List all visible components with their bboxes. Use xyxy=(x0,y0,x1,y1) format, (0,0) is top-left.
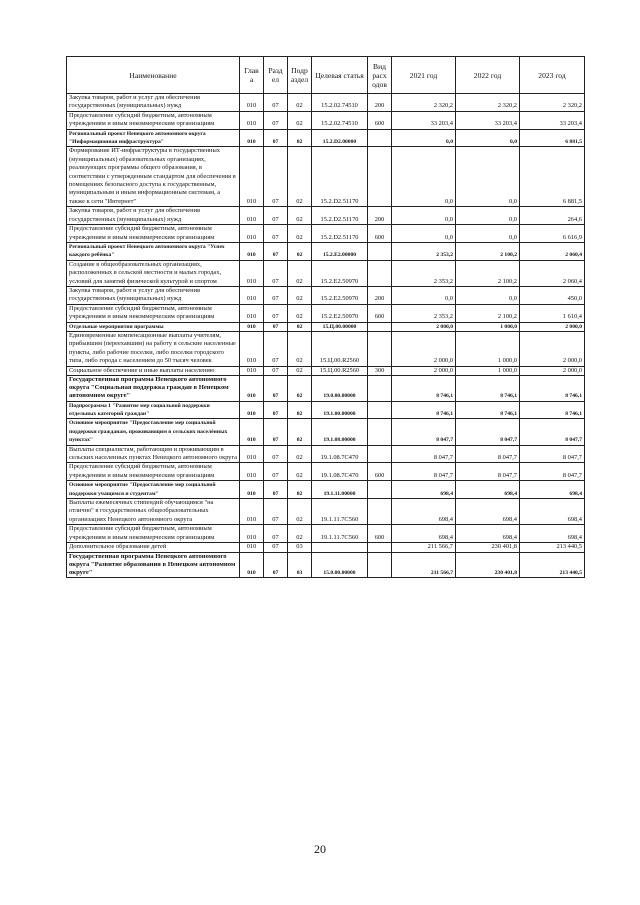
cell-podrazdel: 02 xyxy=(288,147,312,207)
cell-2022: 2 100,2 xyxy=(456,242,520,260)
cell-2023: 2 320,2 xyxy=(520,94,585,112)
cell-vid xyxy=(368,543,392,552)
cell-2022: 0,0 xyxy=(456,147,520,207)
cell-name: Региональный проект Ненецкого автономного округа "Успех каждого ребёнка" xyxy=(67,242,240,260)
cell-2022: 1 000,0 xyxy=(456,322,520,331)
cell-vid: 600 xyxy=(368,111,392,129)
cell-razdel: 07 xyxy=(264,94,288,112)
cell-podrazdel: 02 xyxy=(288,445,312,463)
cell-razdel: 07 xyxy=(264,286,288,304)
cell-vid: 300 xyxy=(368,366,392,375)
cell-vid xyxy=(368,552,392,578)
cell-2022: 1 000,0 xyxy=(456,366,520,375)
cell-podrazdel: 02 xyxy=(288,481,312,499)
cell-podrazdel: 02 xyxy=(288,331,312,366)
cell-2022: 2 100,2 xyxy=(456,260,520,286)
cell-vid: 200 xyxy=(368,94,392,112)
cell-target: 15.Ц.00.00000 xyxy=(312,322,368,331)
cell-name: Выплаты специалистам, работающим и проживающим в сельских населенных пунктах Ненецкого автономного округа xyxy=(67,445,240,463)
cell-2023: 8 047,7 xyxy=(520,463,585,481)
cell-vid: 600 xyxy=(368,525,392,543)
cell-2023: 8 746,1 xyxy=(520,376,585,402)
cell-razdel: 07 xyxy=(264,525,288,543)
cell-vid xyxy=(368,242,392,260)
cell-vid: 600 xyxy=(368,225,392,243)
table-header xyxy=(67,57,585,94)
header-razdel: Разд ел xyxy=(264,57,288,94)
cell-razdel: 07 xyxy=(264,463,288,481)
cell-glava: 010 xyxy=(240,225,264,243)
cell-razdel: 07 xyxy=(264,304,288,322)
cell-2021: 8 047,7 xyxy=(392,445,456,463)
cell-glava: 010 xyxy=(240,331,264,366)
cell-name: Предоставление субсидий бюджетным, автономным учреждениям и иным некоммерческим организациям xyxy=(67,304,240,322)
cell-glava: 010 xyxy=(240,111,264,129)
cell-2021: 0,0 xyxy=(392,286,456,304)
cell-2023: 6 881,5 xyxy=(520,129,585,147)
cell-razdel: 07 xyxy=(264,481,288,499)
cell-vid xyxy=(368,481,392,499)
cell-2021: 0,0 xyxy=(392,147,456,207)
cell-2023: 2 060,4 xyxy=(520,242,585,260)
cell-glava: 010 xyxy=(240,242,264,260)
cell-2021: 698,4 xyxy=(392,525,456,543)
cell-2021: 211 566,7 xyxy=(392,543,456,552)
cell-name: Закупка товаров, работ и услуг для обеспечения государственных (муниципальных) нужд xyxy=(67,286,240,304)
cell-2021: 698,4 xyxy=(392,499,456,525)
cell-2022: 230 401,8 xyxy=(456,543,520,552)
cell-target: 19.1.08.00000 xyxy=(312,419,368,445)
cell-vid xyxy=(368,129,392,147)
cell-name: Выплаты ежемесячных стипендий обучающимся "на отлично" в государственных общеобразовательных организациях Ненецкого автономного округа xyxy=(67,499,240,525)
cell-vid: 200 xyxy=(368,286,392,304)
cell-target: 19.1.11.00000 xyxy=(312,481,368,499)
cell-glava: 010 xyxy=(240,322,264,331)
table-row xyxy=(67,481,585,499)
cell-vid: 600 xyxy=(368,304,392,322)
header-2021: 2021 год xyxy=(392,57,456,94)
cell-2022: 0,0 xyxy=(456,129,520,147)
cell-name: Единовременные компенсационные выплаты учителям, прибывшим (переехавшим) на работу в сельские населенные пункты, либо рабочие поселки, либо поселки городского типа, либо города с населением до 50 тысяч человек xyxy=(67,331,240,366)
cell-name: Предоставление субсидий бюджетным, автономным учреждениям и иным некоммерческим организациям xyxy=(67,225,240,243)
cell-target: 19.1.11.7С560 xyxy=(312,499,368,525)
cell-razdel: 07 xyxy=(264,207,288,225)
cell-name: Основное мероприятие "Предоставление мер социальной поддержки учащимся и студентам" xyxy=(67,481,240,499)
cell-glava: 010 xyxy=(240,525,264,543)
cell-name: Государственная программа Ненецкого автономного округа "Социальная поддержка граждан в Ненецком автономном округе" xyxy=(67,376,240,402)
cell-2022: 698,4 xyxy=(456,499,520,525)
cell-2022: 2 100,2 xyxy=(456,304,520,322)
table-row xyxy=(67,286,585,304)
cell-podrazdel: 02 xyxy=(288,463,312,481)
header-2023: 2023 год xyxy=(520,57,585,94)
cell-2023: 264,6 xyxy=(520,207,585,225)
cell-podrazdel: 02 xyxy=(288,286,312,304)
cell-2021: 0,0 xyxy=(392,129,456,147)
cell-target xyxy=(312,543,368,552)
cell-glava: 010 xyxy=(240,366,264,375)
cell-name: Дополнительное образование детей xyxy=(67,543,240,552)
header-glava: Глав а xyxy=(240,57,264,94)
cell-2023: 2 000,0 xyxy=(520,331,585,366)
cell-razdel: 07 xyxy=(264,376,288,402)
header-name: Наименование xyxy=(67,57,240,94)
cell-vid xyxy=(368,401,392,419)
cell-glava: 010 xyxy=(240,129,264,147)
cell-target: 19.0.00.00000 xyxy=(312,376,368,402)
cell-vid xyxy=(368,331,392,366)
cell-podrazdel: 02 xyxy=(288,304,312,322)
cell-2021: 2 353,2 xyxy=(392,242,456,260)
cell-glava: 010 xyxy=(240,401,264,419)
cell-2023: 2 000,0 xyxy=(520,366,585,375)
cell-razdel: 07 xyxy=(264,331,288,366)
cell-glava: 010 xyxy=(240,147,264,207)
cell-name: Предоставление субсидий бюджетным, автономным учреждениям и иным некоммерческим организациям xyxy=(67,111,240,129)
cell-2023: 6 616,9 xyxy=(520,225,585,243)
table-body xyxy=(67,94,585,578)
cell-target: 19.1.08.7С470 xyxy=(312,463,368,481)
cell-2022: 0,0 xyxy=(456,225,520,243)
cell-podrazdel: 02 xyxy=(288,207,312,225)
cell-target: 15.2.E2.50970 xyxy=(312,260,368,286)
cell-target: 15.2.02.74510 xyxy=(312,94,368,112)
cell-target: 15.2.D2.51170 xyxy=(312,225,368,243)
cell-vid xyxy=(368,376,392,402)
cell-2022: 698,4 xyxy=(456,525,520,543)
table-row xyxy=(67,499,585,525)
cell-2023: 8 047,7 xyxy=(520,419,585,445)
cell-vid: 600 xyxy=(368,463,392,481)
cell-glava: 010 xyxy=(240,499,264,525)
cell-2022: 698,4 xyxy=(456,481,520,499)
cell-2023: 2 060,4 xyxy=(520,260,585,286)
cell-podrazdel: 02 xyxy=(288,242,312,260)
cell-glava: 010 xyxy=(240,481,264,499)
cell-2022: 1 000,0 xyxy=(456,331,520,366)
cell-glava: 010 xyxy=(240,376,264,402)
cell-2021: 8 047,7 xyxy=(392,419,456,445)
cell-name: Отдельные мероприятия программы xyxy=(67,322,240,331)
cell-podrazdel: 02 xyxy=(288,419,312,445)
cell-name: Предоставление субсидий бюджетным, автономным учреждениям и иным некоммерческим организациям xyxy=(67,463,240,481)
cell-razdel: 07 xyxy=(264,366,288,375)
header-target: Целевая статья xyxy=(312,57,368,94)
cell-vid: 200 xyxy=(368,207,392,225)
cell-2022: 8 746,1 xyxy=(456,376,520,402)
cell-2021: 2 353,2 xyxy=(392,304,456,322)
cell-razdel: 07 xyxy=(264,242,288,260)
cell-name: Подпрограмма 1 "Развитие мер социальной поддержки отдельных категорий граждан" xyxy=(67,401,240,419)
cell-podrazdel: 02 xyxy=(288,111,312,129)
cell-2023: 1 610,4 xyxy=(520,304,585,322)
cell-2021: 0,0 xyxy=(392,207,456,225)
cell-2021: 8 047,7 xyxy=(392,463,456,481)
cell-2023: 213 440,5 xyxy=(520,543,585,552)
cell-2023: 6 881,5 xyxy=(520,147,585,207)
cell-2023: 2 000,0 xyxy=(520,322,585,331)
cell-2022: 8 746,1 xyxy=(456,401,520,419)
cell-2021: 698,4 xyxy=(392,481,456,499)
cell-podrazdel: 02 xyxy=(288,260,312,286)
cell-target: 19.1.08.7С470 xyxy=(312,445,368,463)
cell-razdel: 07 xyxy=(264,260,288,286)
cell-2023: 698,4 xyxy=(520,499,585,525)
cell-2021: 0,0 xyxy=(392,225,456,243)
cell-target: 15.0.00.00000 xyxy=(312,552,368,578)
cell-razdel: 07 xyxy=(264,552,288,578)
cell-razdel: 07 xyxy=(264,322,288,331)
cell-name: Государственная программа Ненецкого автономного округа "Развитие образования в Ненецком автономном округе" xyxy=(67,552,240,578)
cell-2023: 8 746,1 xyxy=(520,401,585,419)
cell-vid xyxy=(368,419,392,445)
cell-podrazdel: 02 xyxy=(288,366,312,375)
cell-2022: 8 047,7 xyxy=(456,463,520,481)
page-number: 20 xyxy=(314,842,326,856)
cell-vid xyxy=(368,260,392,286)
table-row xyxy=(67,463,585,481)
table-row xyxy=(67,366,585,375)
cell-podrazdel: 02 xyxy=(288,129,312,147)
cell-podrazdel: 02 xyxy=(288,499,312,525)
cell-2021: 2 353,2 xyxy=(392,260,456,286)
cell-2022: 2 320,2 xyxy=(456,94,520,112)
table-row xyxy=(67,242,585,260)
table-row xyxy=(67,525,585,543)
cell-name: Социальное обеспечение и иные выплаты населению xyxy=(67,366,240,375)
cell-vid xyxy=(368,445,392,463)
cell-2023: 450,0 xyxy=(520,286,585,304)
cell-razdel: 07 xyxy=(264,419,288,445)
table-row xyxy=(67,129,585,147)
cell-vid xyxy=(368,147,392,207)
cell-target: 15.2.D2.51170 xyxy=(312,207,368,225)
cell-2022: 230 401,8 xyxy=(456,552,520,578)
cell-2022: 8 047,7 xyxy=(456,419,520,445)
cell-podrazdel: 02 xyxy=(288,94,312,112)
cell-2021: 2 000,0 xyxy=(392,366,456,375)
header-2022: 2022 год xyxy=(456,57,520,94)
cell-target: 15.2.E2.50970 xyxy=(312,286,368,304)
cell-podrazdel: 02 xyxy=(288,322,312,331)
cell-razdel: 07 xyxy=(264,147,288,207)
cell-2021: 2 000,0 xyxy=(392,322,456,331)
cell-2023: 33 203,4 xyxy=(520,111,585,129)
cell-razdel: 07 xyxy=(264,499,288,525)
cell-target: 15.Ц.00.R2560 xyxy=(312,331,368,366)
cell-name: Предоставление субсидий бюджетным, автономным учреждениям и иным некоммерческим организациям xyxy=(67,525,240,543)
table-row xyxy=(67,304,585,322)
cell-target: 19.1.00.00000 xyxy=(312,401,368,419)
cell-target: 15.2.02.74510 xyxy=(312,111,368,129)
table-row xyxy=(67,543,585,552)
cell-razdel: 07 xyxy=(264,445,288,463)
cell-podrazdel: 03 xyxy=(288,552,312,578)
cell-target: 15.2.E2.50970 xyxy=(312,304,368,322)
cell-vid xyxy=(368,499,392,525)
cell-podrazdel: 02 xyxy=(288,401,312,419)
table-row xyxy=(67,552,585,578)
cell-name: Закупка товаров, работ и услуг для обеспечения государственных (муниципальных) нужд xyxy=(67,94,240,112)
cell-razdel: 07 xyxy=(264,129,288,147)
table-row xyxy=(67,419,585,445)
table-row xyxy=(67,445,585,463)
cell-glava: 010 xyxy=(240,304,264,322)
header-vid: Вид расх одов xyxy=(368,57,392,94)
cell-2021: 2 000,0 xyxy=(392,331,456,366)
cell-glava: 010 xyxy=(240,463,264,481)
cell-glava: 010 xyxy=(240,260,264,286)
cell-2023: 698,4 xyxy=(520,525,585,543)
cell-podrazdel: 03 xyxy=(288,543,312,552)
cell-glava: 010 xyxy=(240,94,264,112)
cell-name: Формирование ИТ-инфраструктуры в государственных (муниципальных) образовательных организациях, реализующих программы общего образования, в соответствии с утвержденным стандартом для обеспечения в помещениях безопасного доступа к государственным, муниципальным и иным информационным системам, а также к сети "Интернет" xyxy=(67,147,240,207)
cell-2021: 8 746,1 xyxy=(392,376,456,402)
cell-2023: 213 440,5 xyxy=(520,552,585,578)
table-row xyxy=(67,225,585,243)
table-row xyxy=(67,207,585,225)
table-row xyxy=(67,111,585,129)
table-row xyxy=(67,322,585,331)
cell-glava: 010 xyxy=(240,207,264,225)
cell-target: 15.2.E2.00000 xyxy=(312,242,368,260)
cell-2021: 2 320,2 xyxy=(392,94,456,112)
cell-name: Создание в общеобразовательных организациях, расположенных в сельской местности и малых городах, условий для занятий физической культурой и спортом xyxy=(67,260,240,286)
cell-2023: 698,4 xyxy=(520,481,585,499)
table-row xyxy=(67,94,585,112)
cell-target: 15.2.D2.51170 xyxy=(312,147,368,207)
cell-name: Региональный проект Ненецкого автономного округа "Информационная инфраструктура" xyxy=(67,129,240,147)
cell-2022: 0,0 xyxy=(456,286,520,304)
cell-razdel: 07 xyxy=(264,543,288,552)
cell-2022: 0,0 xyxy=(456,207,520,225)
cell-target: 19.1.11.7С560 xyxy=(312,525,368,543)
table-row xyxy=(67,376,585,402)
cell-2023: 8 047,7 xyxy=(520,445,585,463)
cell-2021: 211 566,7 xyxy=(392,552,456,578)
cell-2022: 8 047,7 xyxy=(456,445,520,463)
cell-razdel: 07 xyxy=(264,111,288,129)
cell-target: 15.Ц.00.R2560 xyxy=(312,366,368,375)
cell-glava: 010 xyxy=(240,419,264,445)
table-row xyxy=(67,401,585,419)
cell-name: Закупка товаров, работ и услуг для обеспечения государственных (муниципальных) нужд xyxy=(67,207,240,225)
cell-razdel: 07 xyxy=(264,401,288,419)
header-podrazdel: Подр аздел xyxy=(288,57,312,94)
cell-razdel: 07 xyxy=(264,225,288,243)
budget-table xyxy=(66,56,585,578)
cell-name: Основное мероприятие "Предоставление мер социальной поддержки гражданам, проживающим в сельских населённых пунктах" xyxy=(67,419,240,445)
cell-podrazdel: 02 xyxy=(288,225,312,243)
table-row xyxy=(67,260,585,286)
cell-glava: 010 xyxy=(240,445,264,463)
cell-podrazdel: 02 xyxy=(288,525,312,543)
table-row xyxy=(67,331,585,366)
cell-glava: 010 xyxy=(240,286,264,304)
cell-2021: 33 203,4 xyxy=(392,111,456,129)
cell-2021: 8 746,1 xyxy=(392,401,456,419)
table-row xyxy=(67,147,585,207)
cell-podrazdel: 02 xyxy=(288,376,312,402)
cell-target: 15.2.D2.00000 xyxy=(312,129,368,147)
cell-vid xyxy=(368,322,392,331)
cell-glava: 010 xyxy=(240,552,264,578)
cell-2022: 33 203,4 xyxy=(456,111,520,129)
cell-glava: 010 xyxy=(240,543,264,552)
